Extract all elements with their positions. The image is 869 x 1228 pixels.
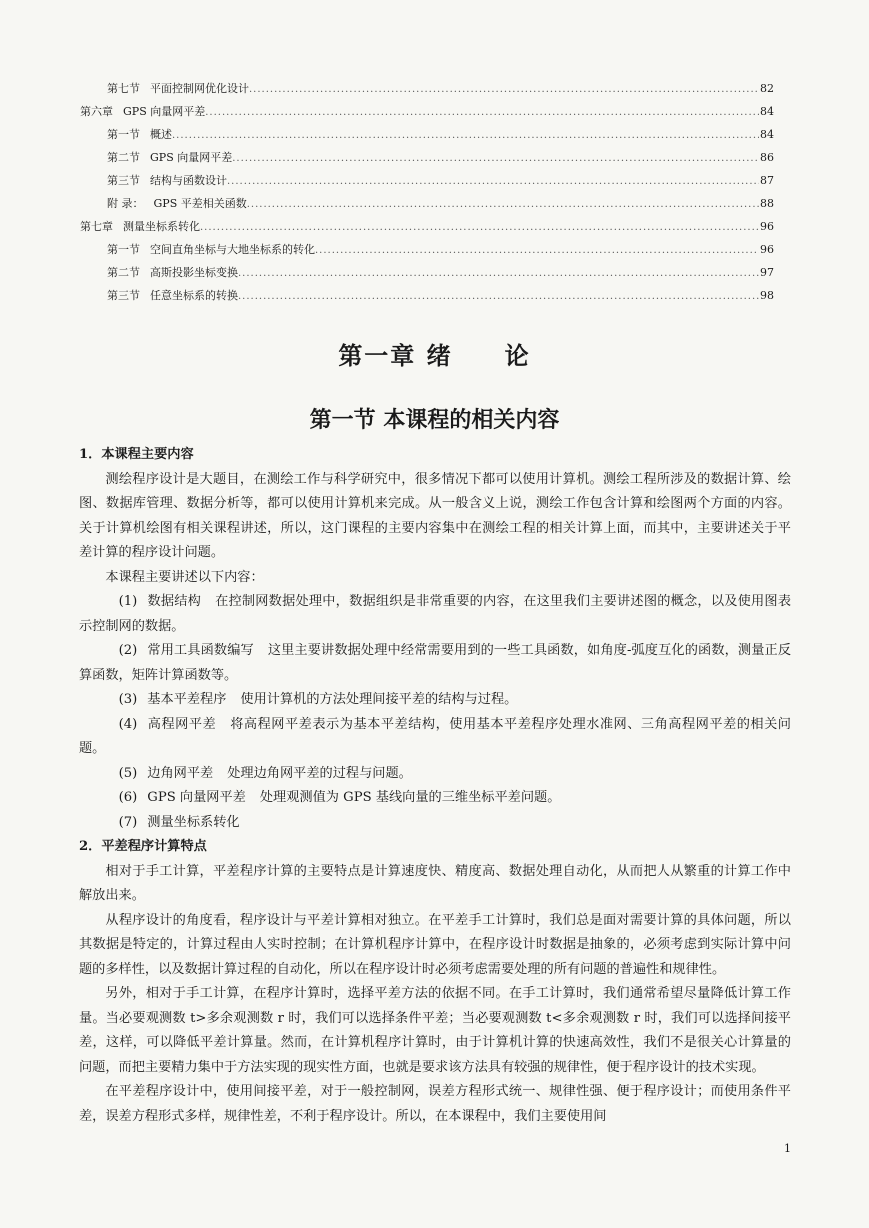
list-item: (7) 测量坐标系转化 [118, 814, 240, 830]
toc-label: 第一节 [107, 243, 140, 256]
toc-entry[interactable] [80, 287, 774, 310]
list-item: (3) 基本平差程序 使用计算机的方法处理间接平差的结构与过程。 [118, 692, 518, 707]
toc-title: 概述 [150, 128, 172, 141]
toc-label: 第二节 [107, 151, 140, 164]
toc-entry[interactable] [80, 195, 774, 218]
list-item: (2) 常用工具函数编写 这里主要讲数据处理中经常需要用到的一些工具函数，如角度-弧度互化的函数，测量正反算函数，矩阵计算函数等。 [79, 643, 792, 683]
toc-title: 高斯投影坐标变换 [150, 266, 238, 279]
toc-label: 第二节 [107, 266, 140, 279]
section-title: 第一节 本课程的相关内容 [309, 407, 560, 433]
paragraph: 本课程主要讲述以下内容： [105, 569, 264, 585]
toc-entry[interactable] [80, 264, 774, 287]
toc-title: GPS 向量网平差 [150, 151, 233, 164]
toc-title: GPS 平差相关函数 [153, 197, 247, 210]
table-of-contents [80, 80, 774, 310]
toc-page: 84 [760, 128, 774, 141]
toc-page: 98 [760, 289, 774, 302]
paragraph: 另外，相对于手工计算，在程序计算时，选择平差方法的依据不同。在手工计算时，我们通常希望尽量降低计算工作量。当必要观测数 t>多余观测数 r 时，我们可以选择条件平差；当必要观测数 t<多余观测数 r 时，我们可以选择间接平差，这样，可以降低平差计算量。然而，在计算机程序计算时，由于计算机计算的快速高效性，我们不是很关心计算量的问题，而把主要精力集中于方法实现的现实性方面，也就是要求该方法具有较强的规律性，便于程序设计的技术实现。 [79, 986, 791, 1075]
toc-title: 空间直角坐标与大地坐标系的转化 [150, 243, 315, 256]
list-item: (5) 边角网平差 处理边角网平差的过程与问题。 [118, 765, 412, 781]
list-item: (4) 高程网平差 将高程网平差表示为基本平差结构，使用基本平差程序处理水准网、三角高程网平差的相关问题。 [79, 716, 791, 756]
toc-page: 84 [760, 105, 774, 118]
toc-label: 第七章 [80, 220, 113, 233]
paragraph: 从程序设计的角度看，程序设计与平差计算相对独立。在平差手工计算时，我们总是面对需要计算的具体问题，所以其数据是特定的，计算过程由人实时控制；在计算机程序计算中，在程序设计时数据是抽象的，必须考虑到实际计算中问题的多样性，以及数据计算过程的自动化，所以在程序设计时必须考虑需要处理的所有问题的普遍性和规律性。 [79, 912, 791, 977]
toc-entry[interactable] [80, 149, 774, 172]
toc-entry[interactable] [80, 80, 774, 103]
toc-page: 96 [760, 243, 774, 256]
toc-entry[interactable] [80, 103, 774, 126]
chapter-title: 第一章 绪 论 [338, 341, 531, 370]
toc-label: 第三节 [107, 174, 140, 187]
toc-title: 结构与函数设计 [150, 174, 227, 187]
body-text [79, 443, 791, 1129]
toc-label: 第一节 [107, 128, 140, 141]
toc-page: 88 [760, 197, 774, 210]
toc-label: 第三节 [107, 289, 140, 302]
toc-title: GPS 向量网平差 [123, 105, 206, 118]
toc-page: 87 [760, 174, 774, 187]
toc-title: 测量坐标系转化 [123, 220, 200, 233]
paragraph: 相对于手工计算，平差程序计算的主要特点是计算速度快、精度高、数据处理自动化，从而把人从繁重的计算工作中解放出来。 [79, 863, 791, 903]
toc-page: 96 [760, 220, 774, 233]
toc-page: 97 [760, 266, 774, 279]
toc-label: 第七节 [107, 82, 140, 95]
list-item: (6) GPS 向量网平差 处理观测值为 GPS 基线向量的三维坐标平差问题。 [118, 790, 561, 805]
toc-page: 86 [760, 151, 774, 164]
list-item: (1) 数据结构 在控制网数据处理中，数据组织是非常重要的内容，在这里我们主要讲述图的概念，以及使用图表示控制网的数据。 [79, 594, 792, 634]
toc-label: 第六章 [80, 105, 113, 118]
toc-entry[interactable] [80, 218, 774, 241]
toc-label: 附 录： [107, 197, 144, 210]
toc-entry[interactable] [80, 241, 774, 264]
toc-page: 82 [760, 82, 774, 95]
subheading: 1．本课程主要内容 [79, 447, 194, 462]
toc-entry[interactable] [80, 172, 774, 195]
page-number: 1 [784, 1142, 791, 1155]
subheading: 2．平差程序计算特点 [79, 839, 207, 854]
paragraph: 测绘程序设计是大题目，在测绘工作与科学研究中，很多情况下都可以使用计算机。测绘工程所涉及的数据计算、绘图、数据库管理、数据分析等，都可以使用计算机来完成。从一般含义上说，测绘工作包含计算和绘图两个方面的内容。关于计算机绘图有相关课程讲述，所以，这门课程的主要内容集中在测绘工程的相关计算上面，而其中，主要讲述关于平差计算的程序设计问题。 [79, 471, 791, 560]
toc-title: 平面控制网优化设计 [150, 82, 249, 95]
toc-title: 任意坐标系的转换 [150, 289, 238, 302]
paragraph: 在平差程序设计中，使用间接平差，对于一般控制网，误差方程形式统一、规律性强、便于程序设计；而使用条件平差，误差方程形式多样，规律性差，不利于程序设计。所以，在本课程中，我们主要使用间 [79, 1084, 791, 1124]
toc-entry[interactable] [80, 126, 774, 149]
